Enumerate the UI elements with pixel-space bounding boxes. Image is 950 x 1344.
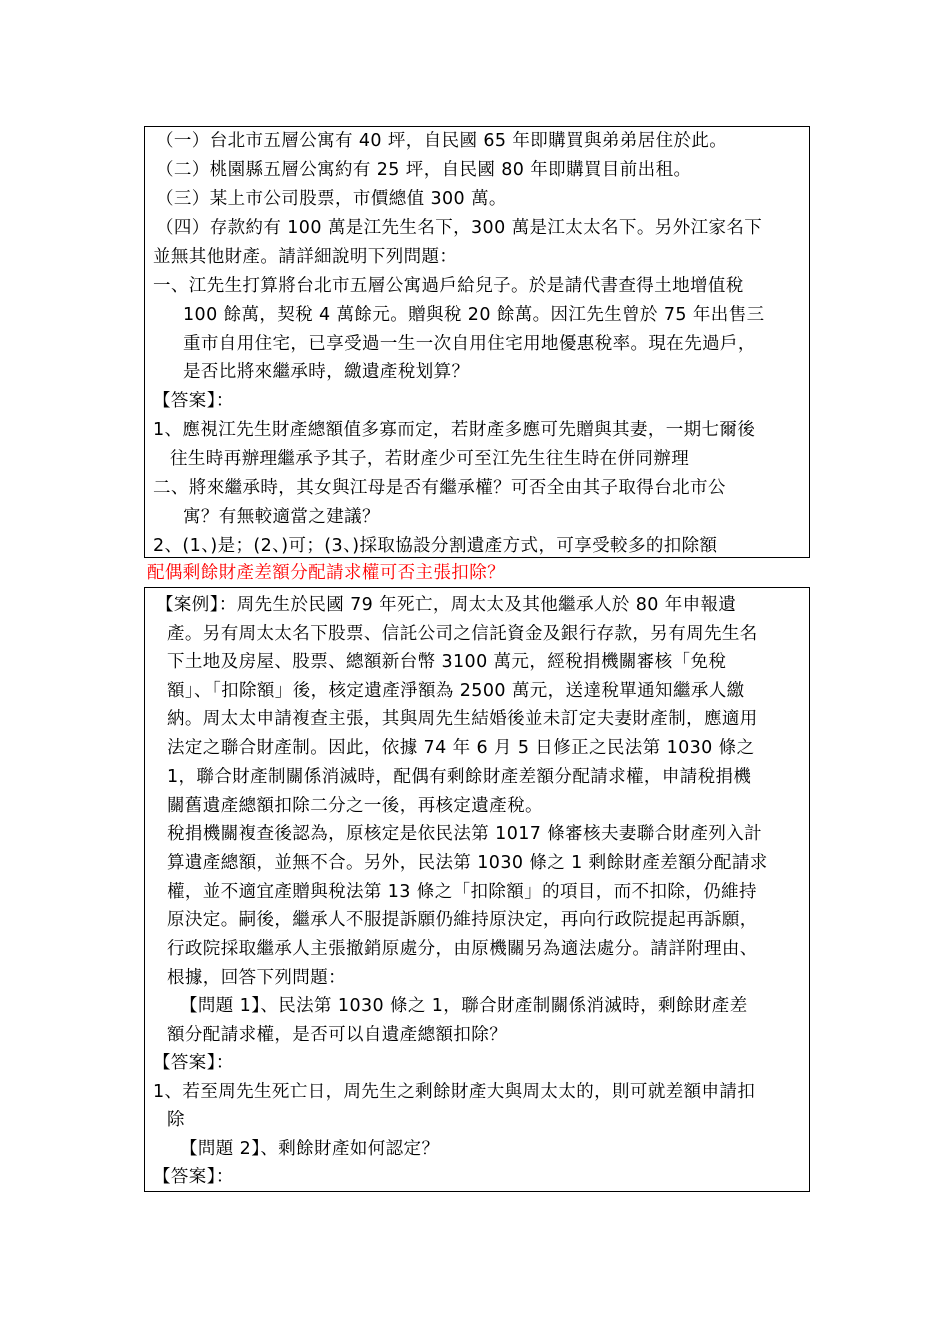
answer-label: 【答案】： [153,391,234,411]
text-line: 2、(1、)是；(2、)可；(3、)採取協設分割遺產方式，可享受較多的扣除額 [153,536,718,556]
text-line: （二）桃園縣五層公寓約有 25 坪，自民國 80 年即購買目前出租。 [156,160,692,180]
section-heading: 配偶剩餘財產差額分配請求權可否主張扣除？ [147,563,505,583]
text-line: （一）台北市五層公寓有 40 坪，自民國 65 年即購買與弟弟居住於此。 [156,131,728,151]
text-line: 100 餘萬，契稅 4 萬餘元。贈與稅 20 餘萬。因江先生曾於 75 年出售三 [183,305,765,325]
text-line: 額」、「扣除額」後，核定遺產淨額為 2500 萬元，送達稅單通知繼承人繳 [167,681,745,701]
text-line: 寓？有無較適當之建議？ [183,507,380,527]
text-line: 權，並不適宜產贈與稅法第 13 條之「扣除額」的項目，而不扣除，仍維持 [167,882,757,902]
text-line: 是否比將來繼承時，繳遺產稅划算？ [183,362,470,382]
text-line: 算遺產總額，並無不合。另外，民法第 1030 條之 1 剩餘財產差額分配請求 [167,853,768,873]
answer-label: 【答案】： [153,1167,234,1187]
text-line: 行政院採取繼承人主張撤銷原處分，由原機關另為適法處分。請詳附理由、 [167,939,758,959]
text-line: 原決定。嗣後，繼承人不服提訴願仍維持原決定，再向行政院提起再訴願， [167,910,758,930]
text-line: 1、應視江先生財產總額值多寡而定，若財產多應可先贈與其妻，一期七爾後 [153,420,756,440]
text-line: 重市自用住宅，已享受過一生一次自用住宅用地優惠稅率。現在先過戶， [183,334,756,354]
text-line: 關舊遺產總額扣除二分之一後，再核定遺產稅。 [167,796,543,816]
text-line: 1、若至周先生死亡日，周先生之剩餘財產大與周太太的，則可就差額申請扣 [153,1082,756,1102]
text-line: （四）存款約有 100 萬是江先生名下，300 萬是江太太名下。另外江家名下 [156,218,763,238]
question-label-line: 【問題 1】、民法第 1030 條之 1，聯合財產制關係消滅時，剩餘財產差 [180,996,748,1016]
question-label-line: 【問題 2】、剩餘財產如何認定？ [180,1139,440,1159]
text-line: 除 [167,1110,185,1130]
text-line: 額分配請求權，是否可以自遺產總額扣除？ [167,1025,508,1045]
text-line: 產。另有周太太名下股票、信託公司之信託資金及銀行存款，另有周先生名 [167,624,758,644]
case-label-line: 【案例】：周先生於民國 79 年死亡，周太太及其他繼承人於 80 年申報遺 [156,595,737,615]
text-line: 根據，回答下列問題： [167,968,346,988]
text-line: 一、江先生打算將台北市五層公寓過戶給兒子。於是請代書查得土地增值稅 [153,276,744,296]
text-line: 法定之聯合財產制。因此，依據 74 年 6 月 5 日修正之民法第 1030 條之 [167,738,755,758]
text-line: 二、將來繼承時，其女與江母是否有繼承權？可否全由其子取得台北市公 [153,478,726,498]
text-line: 往生時再辦理繼承予其子，若財產少可至江先生往生時在併同辦理 [170,449,690,469]
answer-label: 【答案】： [153,1053,234,1073]
text-line: （三）某上市公司股票，市價總值 300 萬。 [156,189,507,209]
text-line: 納。周太太申請複查主張，其與周先生結婚後並未訂定夫妻財產制，應適用 [167,709,758,729]
text-line: 下土地及房屋、股票、總額新台幣 3100 萬元，經稅捐機關審核「免稅 [167,652,727,672]
text-line: 並無其他財產。請詳細說明下列問題： [153,247,458,267]
text-line: 1，聯合財產制關係消滅時，配偶有剩餘財產差額分配請求權，申請稅捐機 [167,767,752,787]
text-line: 稅捐機關複查後認為，原核定是依民法第 1017 條審核夫妻聯合財產列入計 [167,824,763,844]
